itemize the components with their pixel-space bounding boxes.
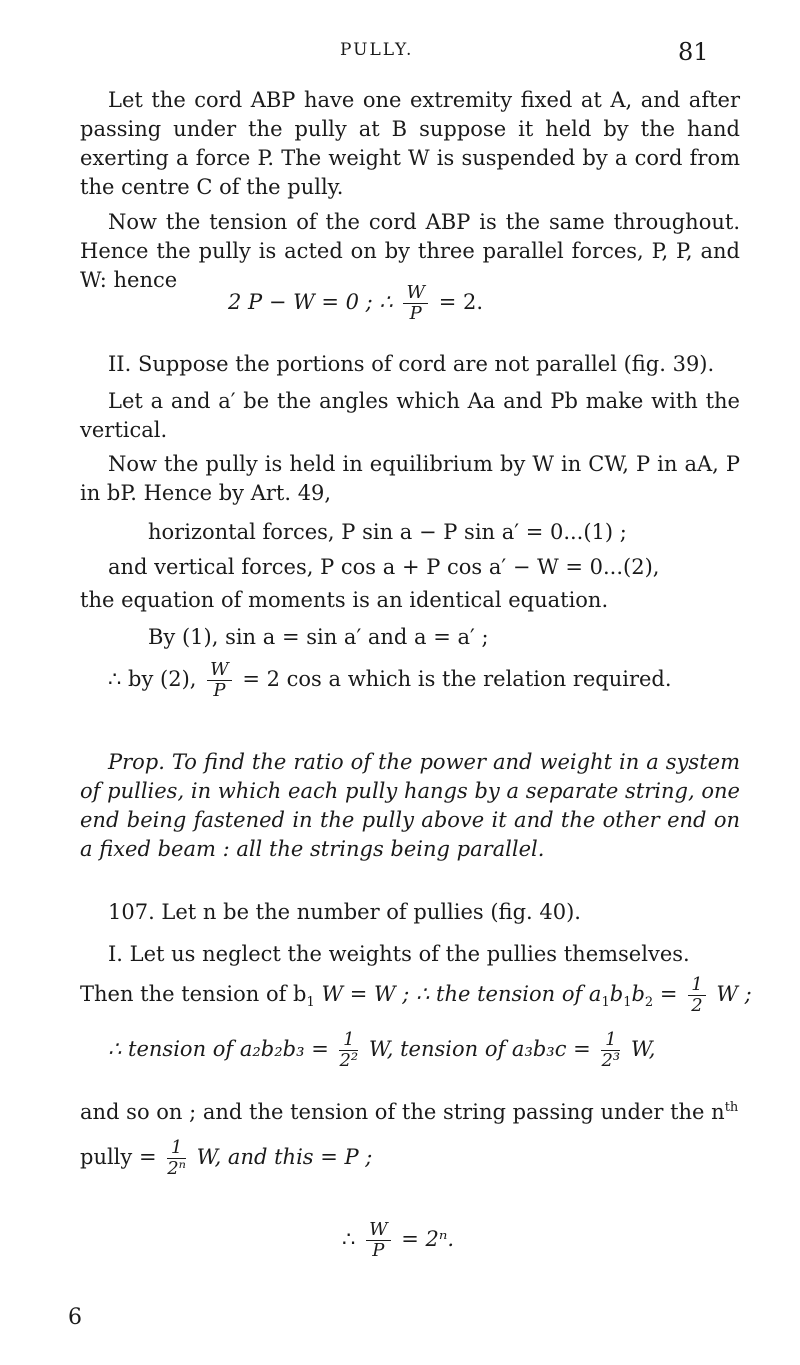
equation-right: = 2. xyxy=(438,290,483,314)
proposition-statement: Prop. To find the ratio of the power and weight in a system of pullies, in which each pully hangs by a separate string, one end being fastened in the pully above it and the other end on a fixed beam : all the strings being parallel. xyxy=(80,750,740,861)
page-header xyxy=(0,40,800,70)
page-number: 81 xyxy=(678,38,709,66)
article-107: 107. Let n be the number of pullies (fig. 40). xyxy=(108,900,581,924)
paragraph-equilibrium: Now the pully is held in equilibrium by W in CW, P in aA, P in bP. Hence by Art. 49, xyxy=(80,452,740,505)
equation-by-one: By (1), sin a = sin a′ and a = a′ ; xyxy=(148,625,489,649)
equation-relation xyxy=(108,660,672,701)
equation-relation-text: = 2 cos a which is the relation required. xyxy=(242,667,672,691)
equation-force-balance xyxy=(228,283,483,324)
equation-horizontal: horizontal forces, P sin a − P sin a′ = 0...(1) ; xyxy=(148,520,627,544)
fraction-w-over-p-2: $\frac{W}{P}$ xyxy=(207,660,232,701)
paragraph-nth-pully: and so on ; and the tension of the string passing under the $n^{th}$ xyxy=(80,1100,739,1124)
signature-mark: 6 xyxy=(68,1305,82,1330)
running-head: PULLY. xyxy=(340,40,414,60)
fraction-w-over-p-final: $\frac{W}{P}$ xyxy=(366,1220,391,1261)
equation-tension-first: Then the tension of $b_1$ W = W ; ∴ the tension of $a_1b_1b_2$ = $\frac{1}{2}$ W ; xyxy=(80,974,752,1016)
fraction-one-over-two-n: $\frac{1}{\text{2ⁿ}}$ xyxy=(167,1137,186,1179)
equation-tension-second: ∴ tension of a₂b₂b₃ = $\frac{1}{\text{2²}}$ W, tension of a₃b₃c = $\frac{1}{\text{2³}}$ W, xyxy=(108,1029,656,1071)
fraction-one-half: $\frac{1}{2}$ xyxy=(688,975,705,1016)
paragraph-angles: Let a and a′ be the angles which Aa and Pb make with the vertical. xyxy=(80,389,740,442)
fraction-w-over-p: $\frac{W}{P}$ xyxy=(403,283,428,324)
equation-by-two-label: ∴ by (2), xyxy=(108,667,197,691)
equation-nth-tension: pully = $\frac{1}{\text{2ⁿ}}$ W, and this = P ; xyxy=(80,1137,373,1179)
equation-left: 2 P − W = 0 ; ∴ xyxy=(228,290,393,314)
equation-final-ratio: ∴ $\frac{W}{P}$ = 2ⁿ. xyxy=(342,1219,455,1261)
paragraph-cord-abp: Let the cord ABP have one extremity fixed at A, and after passing under the pully at B suppose it held by the hand exerting a force P. The weight W is suspended by a cord from the centre C of the pully. xyxy=(80,88,740,199)
paragraph-moments: the equation of moments is an identical equation. xyxy=(80,588,609,612)
paragraph-tension: Now the tension of the cord ABP is the same throughout. Hence the pully is acted on by three parallel forces, P, P, and W: hence xyxy=(80,210,740,292)
paragraph-not-parallel: II. Suppose the portions of cord are not parallel (fig. 39). xyxy=(108,352,715,376)
fraction-one-over-two-squared: $\frac{1}{\text{2²}}$ xyxy=(339,1029,359,1071)
fraction-one-over-two-cubed: $\frac{1}{\text{2³}}$ xyxy=(601,1029,621,1071)
equation-vertical: and vertical forces, P cos a + P cos a′ − W = 0...(2), xyxy=(108,555,660,579)
paragraph-neglect-weights: I. Let us neglect the weights of the pullies themselves. xyxy=(108,942,690,966)
